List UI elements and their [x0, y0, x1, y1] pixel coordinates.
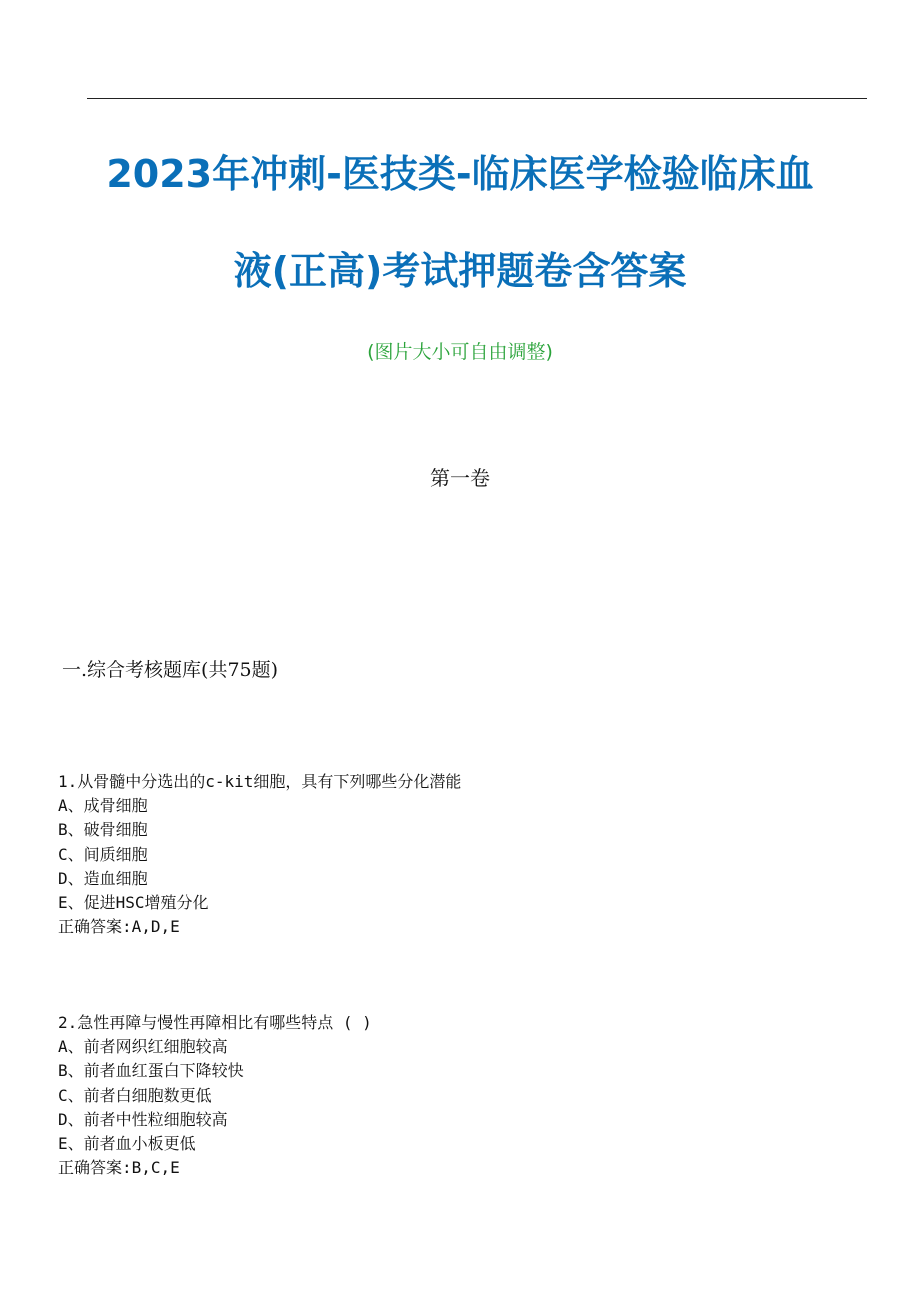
- question-stem: 2.急性再障与慢性再障相比有哪些特点 ( ): [58, 1013, 372, 1032]
- volume-heading: 第一卷: [430, 466, 490, 490]
- option-b: B、前者血红蛋白下降较快: [58, 1061, 244, 1081]
- question-stem: 1.从骨髓中分选出的c-kit细胞，具有下列哪些分化潜能: [58, 772, 462, 791]
- option-e: E、促进HSC增殖分化: [58, 892, 209, 912]
- document-title-line-1: 2023年冲刺-医技类-临床医学检验临床血: [106, 152, 814, 196]
- section-heading: 一.综合考核题库(共75题): [62, 659, 279, 681]
- document-title-line-2: 液(正高)考试押题卷含答案: [233, 249, 687, 293]
- option-a: A、前者网织红细胞较高: [58, 1037, 228, 1057]
- option-c: C、前者白细胞数更低: [58, 1085, 212, 1105]
- option-d: D、造血细胞: [58, 868, 148, 888]
- correct-answer: 正确答案:B,C,E: [58, 1158, 180, 1178]
- question-block-2: [58, 1011, 372, 1180]
- option-d: D、前者中性粒细胞较高: [58, 1109, 228, 1129]
- option-b: B、破骨细胞: [58, 820, 148, 840]
- header-rule: [87, 98, 867, 99]
- option-a: A、成骨细胞: [58, 796, 148, 816]
- question-block-1: [58, 770, 461, 939]
- option-c: C、间质细胞: [58, 844, 148, 864]
- image-size-note: (图片大小可自由调整): [367, 341, 553, 363]
- correct-answer: 正确答案:A,D,E: [58, 917, 180, 937]
- option-e: E、前者血小板更低: [58, 1133, 196, 1153]
